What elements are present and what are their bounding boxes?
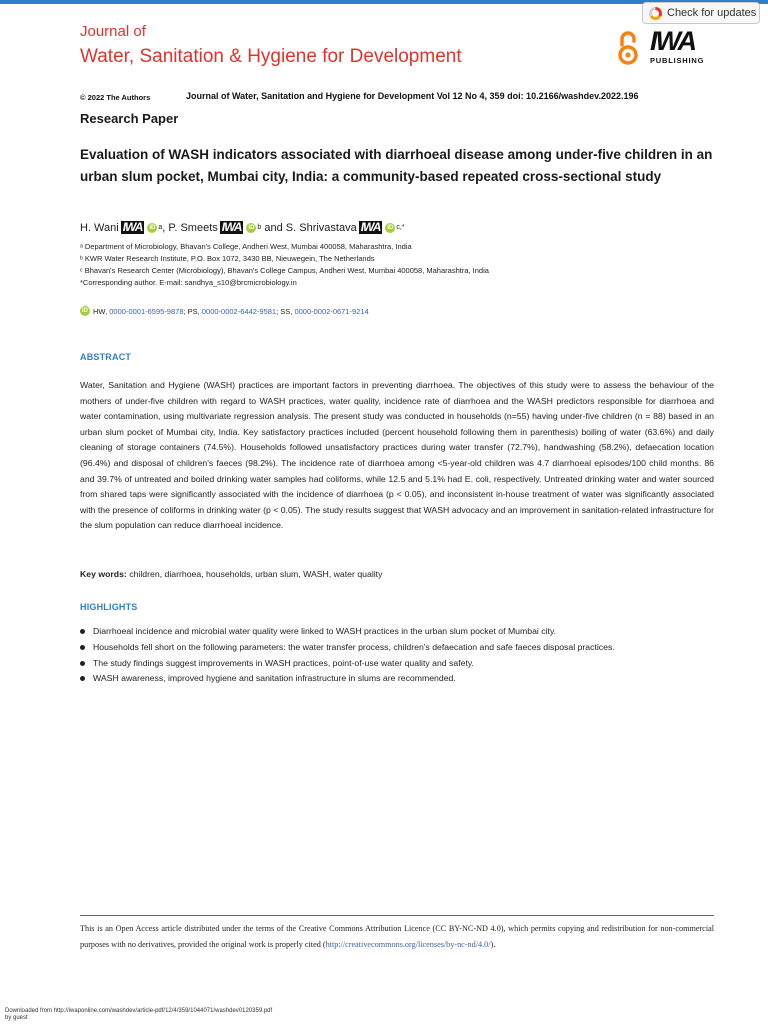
download-watermark: [5, 1008, 272, 1022]
keywords-label: Key words:: [80, 569, 127, 579]
iwa-member-icon: IWA: [360, 220, 381, 234]
journal-title-line1: Journal of: [80, 23, 146, 40]
author-name[interactable]: P. Smeets: [168, 221, 218, 234]
iwa-logo-sub: PUBLISHING: [650, 56, 705, 65]
orcid-icon[interactable]: iD: [248, 224, 255, 231]
citation-doi: Journal of Water, Sanitation and Hygiene for Development Vol 12 No 4, 359 doi: 10.2166/washdev.2022.196: [186, 91, 639, 101]
license-text: This is an Open Access article distributed under the terms of the Creative Commons Attribution Licence (CC BY-NC-ND 4.0), which permits copying and redistribution for non-commercial purposes with no derivatives, provided the original work is properly cited (: [80, 924, 714, 949]
highlight-item: WASH awareness, improved hygiene and sanitation infrastructure in slums are recommended.: [80, 671, 730, 687]
orcid-label: ; SS,: [276, 306, 293, 316]
citation-row: [80, 92, 720, 102]
download-note-line1: Downloaded from http://iwaponline.com/washdev/article-pdf/12/4/359/1044071/washdev0120359.pdf: [5, 1008, 273, 1014]
affiliation-a: ᵃ Department of Microbiology, Bhavan's College, Andheri West, Mumbai 400058, Maharashtra, India: [80, 242, 412, 251]
keywords: [80, 569, 382, 579]
author-separator: and: [261, 221, 286, 234]
crossmark-icon: [649, 7, 662, 20]
highlight-item: Households fell short on the following parameters: the water transfer process, children's defaecation and safe faeces disposal practices.: [80, 640, 730, 656]
download-note-line2: by guest: [5, 1015, 28, 1021]
abstract-text: Water, Sanitation and Hygiene (WASH) practices are important factors in preventing diarrhoea. The objectives of this study were to assess the behaviour of the mothers of under-five children with regard to WASH practices, water quality, incidence rate of diarrhoea and the WASH predictors responsible for diarrhoea and water contamination, using multivariate regression analysis. The present study was conducted in households (n=55) having under-five children (n = 88) based in an urban slum pocket of Mumbai city, India. Key satisfactory practices included (percent household following them in parenthesis) boiling of water (63.6%) and daily cleaning of storage containers (74.5%). Households followed unsatisfactory practices during water transfer (72.7%), handwashing (58.2%), defaecation location (96.4%) and disposal of children's faeces (98.2%). The incidence rate of diarrhoea among <5-year-old children was 4.7 diarrhoeal episodes/100 child months. 86 and 39.7% of untreated and boiled drinking water samples had coliforms, while 12.5 and 5.1% had E. coli, respectively. Untreated drinking water and water sourced from shared taps were significantly associated with the incidence of diarrhoea (p < 0.05), and inconsistent in-house treatment of water was significantly associated with the presence of coliforms in drinking water (p < 0.05). The study results suggest that WASH advocacy and an improvement in sanitation-related infrastructure for the slum population can reduce diarrhoeal incidence.: [80, 380, 714, 531]
author-name[interactable]: H. Wani: [80, 221, 119, 234]
article-type: Research Paper: [80, 111, 179, 126]
orcid-link[interactable]: 0000-0002-6442-9581: [201, 306, 277, 316]
check-for-updates-button[interactable]: [642, 2, 760, 24]
author-affil-mark: a: [158, 224, 163, 231]
author-name[interactable]: S. Shrivastava: [285, 221, 357, 234]
highlights-heading: HIGHLIGHTS: [80, 602, 138, 612]
open-access-icon: [616, 30, 640, 66]
copyright: © 2022 The Authors: [80, 93, 151, 102]
footnote-divider: [80, 915, 714, 916]
keywords-text: children, diarrhoea, households, urban slum, WASH, water quality: [126, 569, 383, 579]
orcid-icon: iD: [82, 308, 88, 314]
license-link[interactable]: http://creativecommons.org/licenses/by-nc-nd/4.0/: [325, 940, 491, 949]
orcid-link[interactable]: 0000-0001-6595-9878: [109, 306, 184, 316]
author-separator: ,: [162, 221, 169, 234]
orcid-icon[interactable]: iD: [149, 224, 156, 231]
orcid-link[interactable]: 0000-0002-0671-9214: [294, 306, 369, 316]
iwa-member-icon: IWA: [122, 220, 143, 234]
orcid-icon[interactable]: iD: [387, 224, 394, 231]
highlights-list: [80, 624, 730, 687]
affiliation-c: ᶜ Bhavan's Research Center (Microbiology), Bhavan's College Campus, Andheri West, Mumbai 400058, Maharashtra, India: [80, 266, 489, 275]
license-tail: ).: [490, 940, 496, 949]
author-affil-mark: b: [257, 224, 262, 231]
check-for-updates-label: Check for updates: [667, 7, 757, 19]
orcid-label: HW,: [93, 306, 108, 316]
highlight-item: The study findings suggest improvements in WASH practices, point-of-use water quality and safety.: [80, 656, 730, 672]
orcid-label: ; PS,: [183, 306, 200, 316]
iwa-logo-word: IWA: [650, 26, 695, 56]
license-note: [80, 921, 714, 953]
orcid-list: [80, 306, 369, 316]
corresponding-author: *Corresponding author. E-mail: sandhya_s10@brcmicrobiology.in: [80, 278, 297, 287]
iwa-member-icon: IWA: [221, 220, 242, 234]
author-list: [80, 221, 405, 234]
iwa-publishing-logo: [650, 28, 712, 65]
author-affil-mark: c,*: [396, 224, 405, 231]
abstract-heading: ABSTRACT: [80, 352, 132, 362]
highlight-item: Diarrhoeal incidence and microbial water quality were linked to WASH practices in the urban slum pocket of Mumbai city.: [80, 624, 730, 640]
article-title: Evaluation of WASH indicators associated with diarrhoeal disease among under-five children in an urban slum pocket, Mumbai city, India: a community-based repeated cross-sectional study: [80, 147, 713, 184]
journal-title-line2: Water, Sanitation & Hygiene for Development: [80, 46, 462, 67]
affiliation-b: ᵇ KWR Water Research Institute, P.O. Box 1072, 3430 BB, Nieuwegein, The Netherlands: [80, 254, 375, 263]
